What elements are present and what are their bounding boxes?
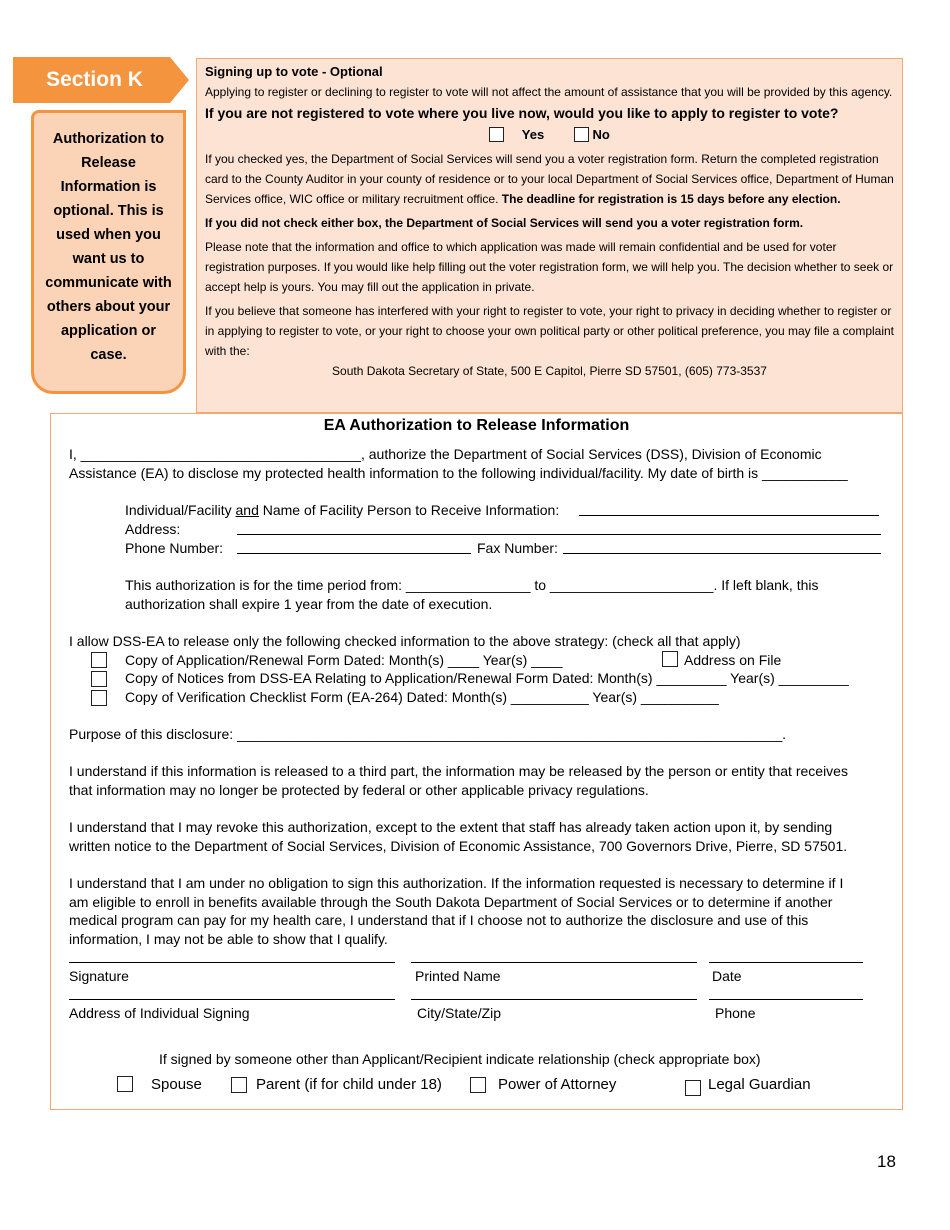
voter-deadline: The deadline for registration is 15 days before any election. bbox=[501, 192, 841, 206]
voter-paragraph-2-text: If you checked yes, the Department of Social Services will send you a voter registration form. Return the completed registration card to the County Auditor in your county of residence or to your local Department of Social Services office, Department of Human Services office, WIC office or military recruitment office. bbox=[205, 152, 894, 206]
signature-label: Signature bbox=[69, 968, 129, 984]
address-field[interactable] bbox=[237, 534, 881, 535]
intro-line-2: Assistance (EA) to disclose my protected health information to the following individual/facility. My date of birth is ___________ bbox=[69, 465, 848, 481]
legal-guardian-label: Legal Guardian bbox=[708, 1076, 811, 1093]
authorization-note: Authorization to Release Information is optional. This is used when you want us to communicate with others about your application or case. bbox=[31, 110, 186, 394]
recipient-label-b: Name of Facility Person to Receive Information: bbox=[258, 502, 560, 518]
signer-address-label: Address of Individual Signing bbox=[69, 1005, 250, 1021]
printed-name-label: Printed Name bbox=[415, 968, 501, 984]
voter-registration-panel bbox=[196, 58, 903, 413]
checklist-copy-label: Copy of Verification Checklist Form (EA-264) Dated: Month(s) __________ Year(s) __________ bbox=[125, 689, 719, 705]
voter-paragraph-1: Applying to register or declining to register to vote will not affect the amount of assistance that you will be provided by this agency. bbox=[205, 85, 893, 99]
recipient-field[interactable] bbox=[579, 515, 879, 516]
recipient-label-a: Individual/Facility bbox=[125, 502, 236, 518]
phone-label: Phone Number: bbox=[125, 540, 224, 556]
voter-paragraph-5: If you believe that someone has interfered with your right to register to vote, your right to privacy in deciding whether to register or in applying to register to vote, or your right to choose your own political party or other political preference, you may file a complaint with the: bbox=[205, 304, 895, 358]
voter-contact: South Dakota Secretary of State, 500 E Capitol, Pierre SD 57501, (605) 773-3537 bbox=[332, 364, 767, 378]
address-on-file-checkbox[interactable] bbox=[662, 651, 678, 667]
signer-phone-field[interactable] bbox=[709, 999, 863, 1000]
address-label: Address: bbox=[125, 521, 181, 537]
spouse-checkbox[interactable] bbox=[117, 1076, 133, 1092]
understand-1-line-1: I understand if this information is released to a third part, the information may be released by the person or entity that receives bbox=[69, 763, 848, 779]
signature-field[interactable] bbox=[69, 962, 395, 963]
signer-address-field[interactable] bbox=[69, 999, 395, 1000]
understand-3-line-3: medical program can pay for my health care, I understand that if I choose not to authorize the disclosure and use of this bbox=[69, 912, 809, 928]
period-line-1: This authorization is for the time period from: ________________ to _____________________. If left blank, this bbox=[125, 577, 819, 593]
yes-label: Yes bbox=[521, 127, 545, 142]
notices-copy-label: Copy of Notices from DSS-EA Relating to Application/Renewal Form Dated: Month(s) _________ Year(s) _________ bbox=[125, 670, 849, 686]
understand-2-line-1: I understand that I may revoke this authorization, except to the extent that staff has already taken action upon it, by sending bbox=[69, 819, 833, 835]
understand-2-line-2: written notice to the Department of Social Services, Division of Economic Assistance, 700 Governors Drive, Pierre, SD 57501. bbox=[69, 838, 848, 854]
intro-line-1: I, ____________________________________, authorize the Department of Social Services (DSS), Division of Economic bbox=[69, 446, 822, 462]
fax-field[interactable] bbox=[563, 553, 881, 554]
parent-checkbox[interactable] bbox=[231, 1077, 247, 1093]
release-form bbox=[50, 413, 903, 1110]
signer-phone-label: Phone bbox=[715, 1005, 756, 1021]
section-tab-label: Section K bbox=[46, 68, 143, 91]
period-line-2: authorization shall expire 1 year from the date of execution. bbox=[125, 596, 493, 612]
voter-question: If you are not registered to vote where you live now, would you like to apply to register to vote? bbox=[205, 105, 839, 121]
fax-label: Fax Number: bbox=[477, 540, 558, 556]
understand-3-line-4: information, I may not be able to show that I qualify. bbox=[69, 931, 388, 947]
relationship-text: If signed by someone other than Applicant/Recipient indicate relationship (check appropriate box) bbox=[159, 1051, 761, 1067]
release-title: EA Authorization to Release Information bbox=[323, 417, 630, 434]
recipient-label bbox=[125, 501, 559, 519]
power-of-attorney-label: Power of Attorney bbox=[498, 1076, 617, 1093]
application-copy-checkbox[interactable] bbox=[91, 652, 107, 668]
understand-3-line-1: I understand that I am under no obligation to sign this authorization. If the information requested is necessary to determine if I bbox=[69, 875, 844, 891]
printed-name-field[interactable] bbox=[411, 962, 697, 963]
parent-label: Parent (if for child under 18) bbox=[256, 1076, 442, 1093]
address-on-file-label: Address on File bbox=[684, 652, 782, 668]
city-state-zip-field[interactable] bbox=[411, 999, 697, 1000]
page-number: 18 bbox=[877, 1152, 896, 1171]
voter-heading: Signing up to vote - Optional bbox=[205, 64, 383, 79]
power-of-attorney-checkbox[interactable] bbox=[470, 1077, 486, 1093]
recipient-label-and: and bbox=[235, 502, 259, 518]
voter-yes-no bbox=[205, 125, 894, 145]
understand-1-line-2: that information may no longer be protected by federal or other applicable privacy regulations. bbox=[69, 782, 649, 798]
city-state-zip-label: City/State/Zip bbox=[417, 1005, 502, 1021]
no-checkbox[interactable] bbox=[574, 127, 589, 142]
voter-paragraph-2 bbox=[205, 149, 894, 209]
understand-3-line-2: am eligible to enroll in benefits available through the South Dakota Department of Social Services or to determine if another bbox=[69, 894, 833, 910]
voter-paragraph-4: Please note that the information and office to which application was made will remain confidential and be used for voter registration purposes. If you would like help filling out the voter registration form, we will help you. The decision whether to seek or accept help is yours. You may fill out the application in private. bbox=[205, 240, 894, 294]
application-copy-label: Copy of Application/Renewal Form Dated: Month(s) ____ Year(s) ____ bbox=[125, 652, 563, 668]
voter-paragraph-3: If you did not check either box, the Department of Social Services will send you a voter registration form. bbox=[205, 216, 804, 230]
notices-copy-checkbox[interactable] bbox=[91, 671, 107, 687]
checklist-copy-checkbox[interactable] bbox=[91, 690, 107, 706]
legal-guardian-checkbox[interactable] bbox=[685, 1080, 701, 1096]
section-tab bbox=[13, 57, 189, 103]
spouse-label: Spouse bbox=[151, 1076, 202, 1093]
allow-text: I allow DSS-EA to release only the following checked information to the above strategy: (check all that apply) bbox=[69, 633, 741, 649]
purpose-line: Purpose of this disclosure: ______________________________________________________________________. bbox=[69, 726, 787, 742]
date-field[interactable] bbox=[709, 962, 863, 963]
no-label: No bbox=[592, 127, 610, 142]
date-label: Date bbox=[712, 968, 742, 984]
yes-checkbox[interactable] bbox=[489, 127, 504, 142]
phone-field[interactable] bbox=[237, 553, 471, 554]
